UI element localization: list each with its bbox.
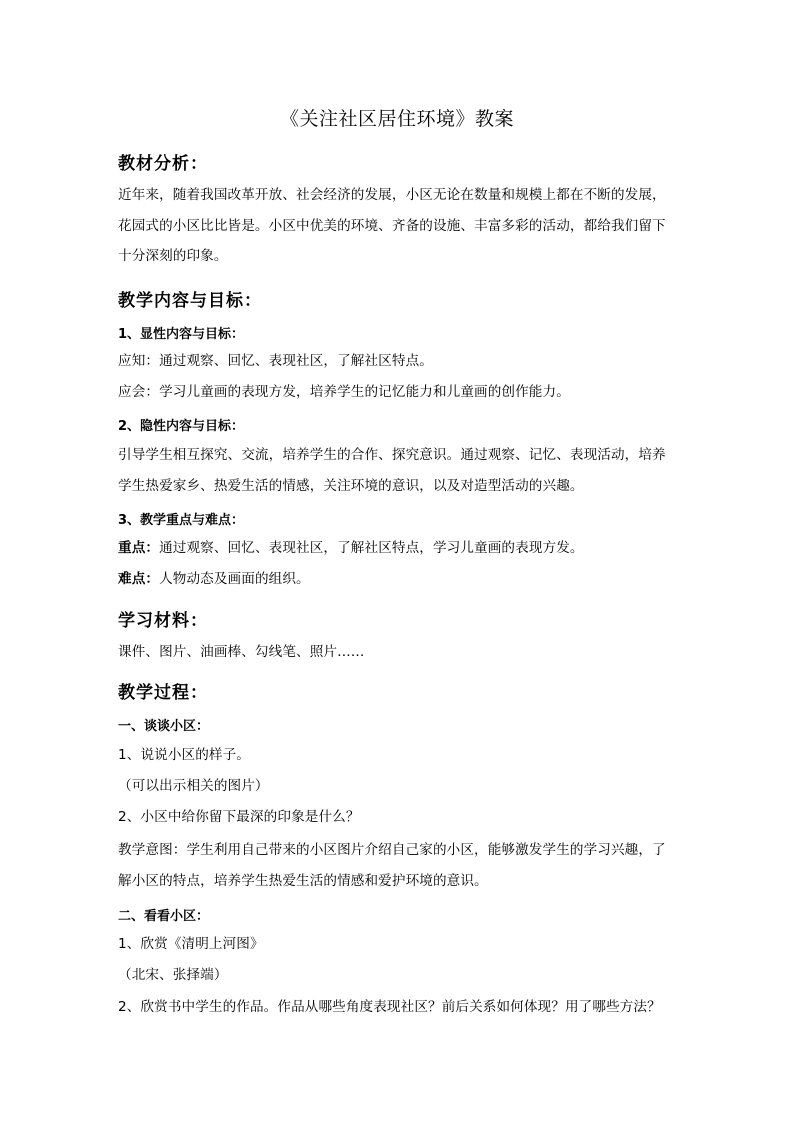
- subheading-explicit-goals: 1、显性内容与目标：: [118, 327, 245, 342]
- difficult-point-label: 难点：: [118, 571, 160, 587]
- line-should-know: 应知：通过观察、回忆、表现社区，了解社区特点。: [118, 353, 433, 369]
- line-appreciate-painting: 1、欣赏《清明上河图》: [118, 936, 264, 952]
- line-painter: （北宋、张择端）: [118, 967, 228, 983]
- subheading-key-difficult: 3、教学重点与难点：: [118, 513, 245, 528]
- heading-textbook-analysis: 教材分析：: [118, 154, 208, 174]
- heading-teaching-process: 教学过程：: [118, 683, 208, 703]
- document-title: 《关注社区居住环境》教案: [279, 108, 514, 130]
- heading-materials: 学习材料：: [118, 611, 208, 631]
- key-point-text: 通过观察、回忆、表现社区，了解社区特点，学习儿童画的表现方发。: [159, 540, 584, 556]
- subheading-implicit-goals: 2、隐性内容与目标：: [118, 419, 245, 434]
- line-key-point: [118, 533, 678, 564]
- line-appreciate-student-works: 2、欣赏书中学生的作品。作品从哪些角度表现社区？前后关系如何体现？用了哪些方法？: [118, 999, 661, 1015]
- heading-content-goals: 教学内容与目标：: [118, 291, 262, 311]
- paragraph-implicit-goals: 引导学生相互探究、交流，培养学生的合作、探究意识。通过观察、记忆、表现活动，培养学生热爱家乡、热爱生活的情感，关注环境的意识，以及对造型活动的兴趣。: [118, 447, 666, 494]
- difficult-point-text: 人物动态及画面的组织。: [159, 571, 310, 587]
- line-describe-community: 1、说说小区的样子。: [118, 747, 250, 763]
- line-show-pictures: （可以出示相关的图片）: [118, 778, 269, 794]
- subheading-view-community: 二、看看小区：: [118, 909, 210, 924]
- line-difficult-point: [118, 564, 678, 595]
- line-should-master: 应会：学习儿童画的表现方发，培养学生的记忆能力和儿童画的创作能力。: [118, 384, 570, 400]
- key-point-label: 重点：: [118, 540, 160, 556]
- line-materials: 课件、图片、油画棒、勾线笔、照片……: [118, 644, 365, 660]
- line-deepest-impression: 2、小区中给你留下最深的印象是什么？: [118, 809, 360, 825]
- subheading-talk-community: 一、谈谈小区：: [118, 719, 210, 734]
- paragraph-textbook-analysis: 近年来，随着我国改革开放、社会经济的发展，小区无论在数量和规模上都在不断的发展，花园式的小区比比皆是。小区中优美的环境、齐备的设施、丰富多彩的活动，都给我们留下十分深刻的印象。: [118, 187, 666, 264]
- paragraph-teaching-intent: 教学意图：学生利用自己带来的小区图片介绍自己家的小区，能够激发学生的学习兴趣，了解小区的特点，培养学生热爱生活的情感和爱护环境的意识。: [118, 842, 666, 889]
